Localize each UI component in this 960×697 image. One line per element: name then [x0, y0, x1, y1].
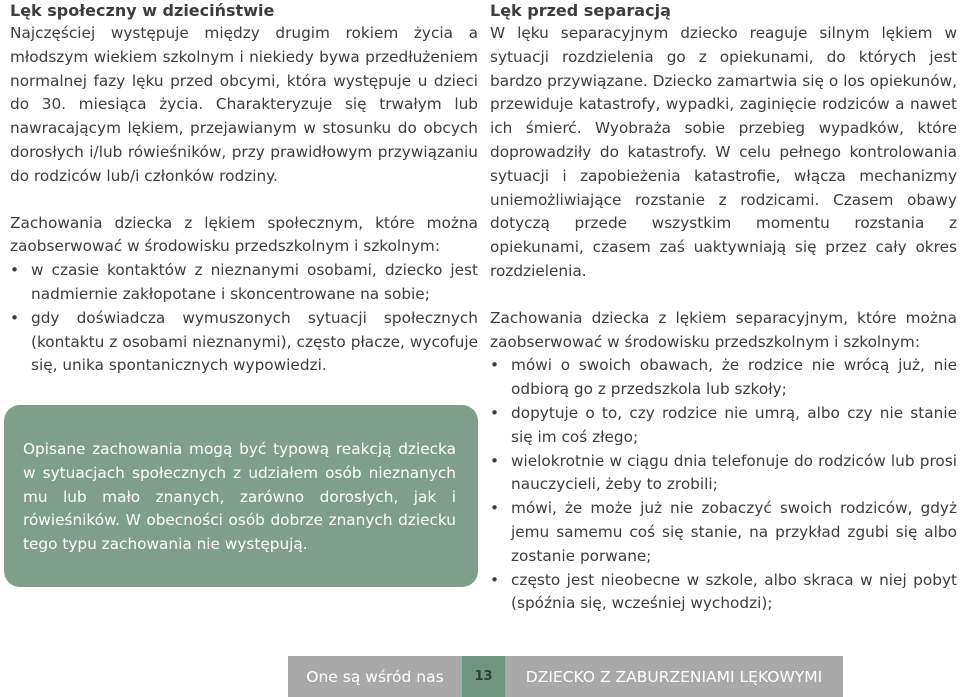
social-anxiety-behaviours-intro: Zachowania dziecka z lękiem społecznym, które można zaobserwować w środowisku przedszkolnym i szkolnym: — [10, 213, 478, 256]
list-item: • dopytuje o to, czy rodzice nie umrą, albo czy nie stanie się im coś złego; — [490, 402, 957, 450]
list-item: • w czasie kontaktów z nieznanymi osobami, dziecko jest nadmiernie zakłopotane i skoncentrowane na sobie; — [10, 259, 478, 307]
callout-text: Opisane zachowania mogą być typową reakcją dziecka w sytuacjach społecznych z udziałem osób nieznanych mu lub mało znanych, zarówno dorosłych, jak i rówieśników. W obecności osób dobrze znanych dziecku tego typu zachowania nie występują. — [23, 440, 456, 554]
list-item: • wielokrotnie w ciągu dnia telefonuje do rodziców lub prosi nauczycieli, żeby to zrobili; — [490, 450, 957, 498]
left-column — [10, 0, 478, 378]
footer-chapter-title: DZIECKO Z ZABURZENIAMI LĘKOWYMI — [505, 656, 843, 697]
list-item: • mówi o swoich obawach, że rodzice nie wrócą już, nie odbiorą go z przedszkola lub szkoły; — [490, 354, 957, 402]
separation-anxiety-behaviour-list — [490, 354, 957, 616]
list-item: • mówi, że może już nie zobaczyć swoich rodziców, gdyż jemu samemu coś się stanie, na przykład zgubi się albo zostanie porwane; — [490, 497, 957, 568]
footer-page-number: 13 — [462, 656, 505, 697]
separation-anxiety-description: W lęku separacyjnym dziecko reaguje silnym lękiem w sytuacji rozdzielenia go z opiekunami, do których jest bardzo przywiązane. Dziecko zamartwia się o los opiekunów, przewiduje katastrofy, wypadki, zaginięcie rodziców a nawet ich śmierć. Wyobraża sobie przebieg wypadków, które doprowadziły do katastrofy. W celu pełnego kontrolowania sytuacji i zapobieżenia katastrofie, włącza mechanizmy uniemożliwiające rozstanie z rodzicami. Czasem obawy dotyczą przede wszystkim momentu rozstania z opiekunami, czasem zaś uaktywniają się przez cały okres rozdzielenia. — [490, 24, 957, 280]
footer-publication-title: One są wśród nas — [288, 656, 462, 697]
section-heading-social-anxiety: Lęk społeczny w dzieciństwie — [10, 1, 275, 20]
info-callout-box — [4, 405, 478, 587]
social-anxiety-description: Najczęściej występuje między drugim rokiem życia a młodszym wiekiem szkolnym i niekiedy bywa przedłużeniem normalnej fazy lęku przed obcymi, która występuje u dzieci do 30. miesiąca życia. Charakteryzuje się trwałym lub nawracającym lękiem, przejawianym w stosunku do obcych dorosłych i/lub rówieśników, przy prawidłowym przywiązaniu do rodziców lub/i członków rodziny. — [10, 24, 478, 185]
section-heading-separation-anxiety: Lęk przed separacją — [490, 1, 671, 20]
right-column — [490, 0, 957, 616]
list-item: • gdy doświadcza wymuszonych sytuacji społecznych (kontaktu z osobami nieznanymi), często płacze, wycofuje się, unika spontanicznych wypowiedzi. — [10, 307, 478, 378]
separation-anxiety-behaviours-intro: Zachowania dziecka z lękiem separacyjnym, które można zaobserwować w środowisku przedszkolnym i szkolnym: — [490, 308, 957, 351]
social-anxiety-behaviour-list — [10, 259, 478, 378]
list-item: • często jest nieobecne w szkole, albo skraca w niej pobyt (spóźnia się, wcześniej wychodzi); — [490, 569, 957, 617]
